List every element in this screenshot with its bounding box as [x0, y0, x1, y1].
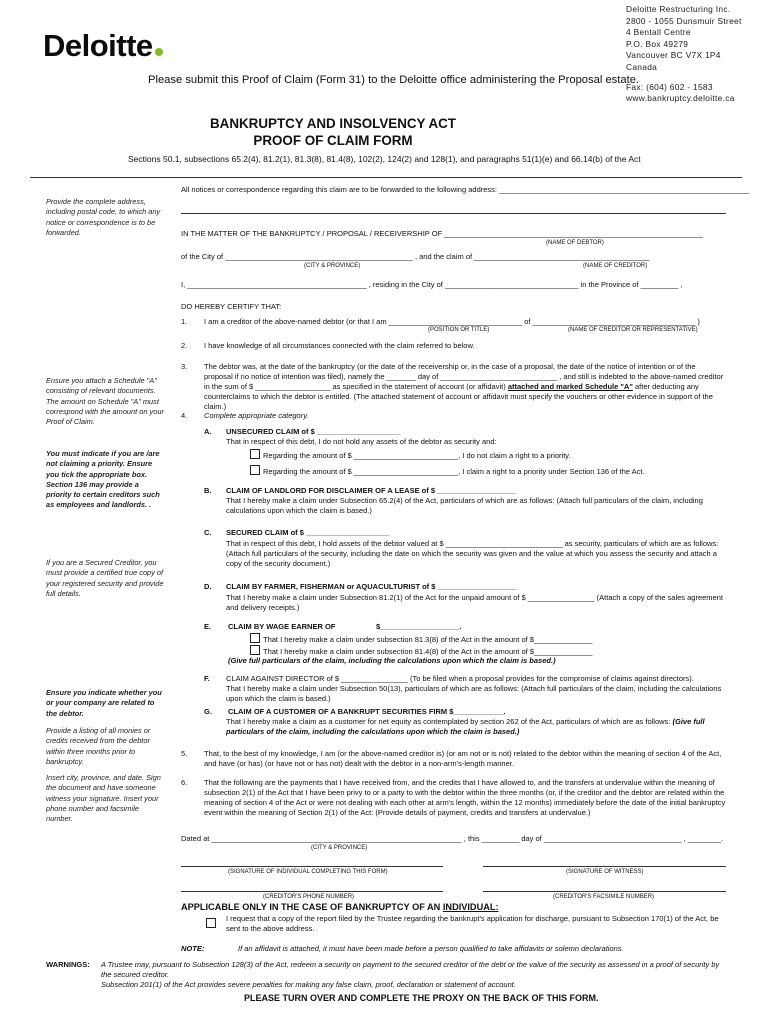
matter-line: IN THE MATTER OF THE BANKRUPTCY / PROPOSAL / RECEIVERSHIP OF ______________________________________________________________: [181, 229, 703, 238]
priority-checkbox[interactable]: [250, 465, 260, 475]
deloitte-logo: Deloitte: [43, 28, 163, 64]
address-line-blank[interactable]: [181, 213, 726, 214]
office-address: [626, 4, 742, 105]
phone-line[interactable]: [181, 891, 443, 892]
dated-line: Dated at ____________________________________________________________ , this _________ day of _________________________________ , ________.: [181, 834, 724, 843]
website: www.bankruptcy.deloitte.ca: [626, 93, 735, 104]
address-line: Vancouver BC V7X 1P4: [626, 50, 721, 61]
certify-heading: DO HEREBY CERTIFY THAT:: [181, 302, 282, 311]
wage-option-1: That I hereby make a claim under subsection 81.3(8) of the Act in the amount of $______________: [250, 633, 592, 645]
item-number: 4.: [181, 411, 188, 420]
wage-81-4-checkbox[interactable]: [250, 645, 260, 655]
side-note-secured: If you are a Secured Creditor, you must provide a certified true copy of your registered security and provide full details.: [46, 558, 164, 598]
address-line: 2800 - 1055 Dunsmuir Street: [626, 15, 742, 26]
secured-claim-title: SECURED CLAIM of $ ____________________: [226, 528, 390, 537]
item-4-text: Complete appropriate category.: [204, 411, 309, 420]
caption-fax: (CREDITOR'S FACSIMILE NUMBER): [553, 894, 655, 900]
no-priority-checkbox[interactable]: [250, 449, 260, 459]
side-note-priority: You must indicate if you are /are not claiming a priority. Ensure you tick the appropriate box. Section 136 may provide a priority to certain creditors such as employees and landlords. .: [46, 449, 160, 510]
note-label: NOTE:: [181, 944, 205, 953]
caption-city-2: (CITY & PROVINCE): [311, 845, 368, 851]
caption-position: (POSITION OR TITLE): [428, 327, 490, 333]
warning-1: A Trustee may, pursuant to Subsection 128(3) of the Act, redeem a security on payment to the secured creditor of the debt or the value of the security as assessed in a proof of security by the secured creditor.: [101, 960, 720, 979]
landlord-claim-text: That I hereby make a claim under Subsection 65.2(4) of the Act, particulars of which are as follows: (Attach full particulars of the claim, including calculations upon which the claim is based.): [226, 496, 703, 515]
warnings-label: WARNINGS:: [46, 960, 90, 969]
item-3-text: The debtor was, at the date of the bankruptcy (or the date of the receivership or, in the case of a proposal, the date of the notice of intention or of the proposal if no notice of intention was filed), namely the _______ day of ____________________________ , and still is indebted to the above-named creditor in the sum of $ __________________ as specified in the statement of account (or affidavit) attached and marked Schedule "A" after deducting any counterclaims to which the debtor is entitled. (The attached statement of account or affidavit must specify the vouchers or other evidence in support of the claim.): [204, 362, 724, 411]
fax-line[interactable]: [483, 891, 726, 892]
address-line: Deloitte Restructuring Inc.: [626, 4, 731, 14]
request-checkbox[interactable]: [206, 914, 219, 932]
wage-earner-title: CLAIM BY WAGE EARNER OF: [228, 622, 336, 631]
unsecured-claim-text: That in respect of this debt, I do not hold any assets of the debtor as security and:: [226, 437, 497, 446]
sections-reference: Sections 50.1, subsections 65.2(4), 81.2(1), 81.3(8), 81.4(8), 102(2), 124(2) and 128(1), and paragraphs 51(1)(e) and 66.14(b) of the Act: [128, 154, 641, 164]
section-letter: G.: [204, 707, 212, 716]
section-letter: E.: [204, 622, 212, 631]
submit-note: Please submit this Proof of Claim (Form 31) to the Deloitte office administering the Proposal estate.: [148, 74, 640, 86]
farmer-claim-title: CLAIM BY FARMER, FISHERMAN or AQUACULTURIST of $ ___________________: [226, 582, 517, 591]
divider: [30, 177, 742, 178]
fax-number: Fax: (604) 602 - 1583: [626, 81, 713, 92]
caption-signature: (SIGNATURE OF INDIVIDUAL COMPLETING THIS FORM): [228, 869, 388, 875]
securities-claim-title: CLAIM OF A CUSTOMER OF A BANKRUPT SECURITIES FIRM $____________.: [228, 707, 506, 716]
caption-debtor: (NAME OF DEBTOR): [546, 240, 604, 246]
side-note-related: Ensure you indicate whether you or your company are related to the debtor.: [46, 688, 162, 718]
item-number: 5.: [181, 749, 188, 758]
wage-earner-amount: $___________________.: [376, 622, 462, 631]
section-letter: C.: [204, 528, 212, 537]
applicable-heading: APPLICABLE ONLY IN THE CASE OF BANKRUPTCY OF AN INDIVIDUAL:: [181, 902, 499, 912]
residing-line: I, ___________________________________________ , residing in the City of ________________________________ in the Province of _________ ,: [181, 280, 683, 289]
address-line: P.O. Box 49279: [626, 38, 689, 49]
form-title: BANKRUPTCY AND INSOLVENCY ACT: [209, 116, 456, 131]
caption-witness: (SIGNATURE OF WITNESS): [566, 869, 644, 875]
no-priority-option: Regarding the amount of $ _________________________, I do not claim a right to a priority.: [250, 449, 571, 461]
notices-line: All notices or correspondence regarding this claim are to be forwarded to the following address: ____________________________________________________________: [181, 185, 750, 194]
director-claim-title: CLAIM AGAINST DIRECTOR of $ ________________ (To be filed when a proposal provides for the compromise of claims against directors).: [226, 674, 694, 683]
wage-81-3-checkbox[interactable]: [250, 633, 260, 643]
wage-option-2: That I hereby make a claim under subsection 81.4(8) of the Act in the amount of $______________: [250, 645, 592, 657]
signature-line[interactable]: [181, 866, 443, 867]
section-letter: F.: [204, 674, 210, 683]
director-claim-text: That I hereby make a claim under Subsection 50(13), particulars of which are as follows: (Attach full particulars of the claim, including the calculations upon which the claim is based.): [226, 684, 722, 703]
caption-city: (CITY & PROVINCE): [304, 263, 361, 269]
item-number: 6.: [181, 778, 188, 787]
item-1-text: I am a creditor of the above-named debtor (or that I am ________________________________ of _______________________________________ ): [204, 317, 700, 326]
caption-creditor-rep: (NAME OF CREDITOR OR REPRESENTATIVE): [568, 327, 698, 333]
securities-claim-text: That I hereby make a claim as a customer for net equity as contemplated by section 262 of the Act, particulars of which are as follows: (Give full particulars of the claim, including the calculations upon which the claim is based.): [226, 717, 705, 736]
side-note-schedule: Ensure you attach a Schedule "A" consisting of relevant documents. The amount on Schedule "A" must correspond with the amount on your Proof of Claim.: [46, 376, 164, 427]
footer-instruction: PLEASE TURN OVER AND COMPLETE THE PROXY ON THE BACK OF THIS FORM.: [244, 993, 599, 1003]
farmer-claim-text: That I hereby make a claim under Subsection 81.2(1) of the Act for the unpaid amount of $ ________________ (Attach a copy of the sales agreement and delivery receipts.): [226, 593, 723, 612]
warning-2: Subsection 201(1) of the Act provides severe penalties for making any false claim, proof, declaration or statement of account.: [101, 980, 516, 989]
request-text: I request that a copy of the report filed by the Trustee regarding the bankrupt's application for discharge, pursuant to Subsection 170(1) of the Act, be sent to the above address.: [226, 914, 719, 933]
side-note-address: Provide the complete address, including postal code, to which any notice or correspondence is to be forwarded.: [46, 197, 161, 237]
witness-line[interactable]: [483, 866, 726, 867]
caption-phone: (CREDITOR'S PHONE NUMBER): [263, 894, 355, 900]
section-letter: B.: [204, 486, 212, 495]
item-5-text: That, to the best of my knowledge, I am (or the above-named creditor is) (or am not or is not) related to the debtor within the meaning of section 4 of the Act, and have (or has) (or have not or has not) dealt with the debtor in a non-arm's-length manner.: [204, 749, 722, 768]
logo-dot: [155, 48, 163, 56]
caption-creditor: (NAME OF CREDITOR): [583, 263, 648, 269]
side-note-sign: Insert city, province, and date. Sign the document and have someone witness your signature. Insert your phone number and facsimile number.: [46, 773, 161, 824]
city-claim-line: of the City of _____________________________________________ , and the claim of __________________________________________: [181, 252, 650, 261]
side-note-listing: Provide a listing of all monies or credits received from the debtor within three months prior to bankruptcy.: [46, 726, 151, 766]
priority-option: Regarding the amount of $ _________________________, I claim a right to a priority under Section 136 of the Act.: [250, 465, 645, 477]
address-line: Canada: [626, 61, 658, 72]
landlord-claim-title: CLAIM OF LANDLORD FOR DISCLAIMER OF A LEASE of $ ___________________: [226, 486, 517, 495]
section-letter: A.: [204, 427, 212, 436]
note-text: If an affidavit is attached, it must have been made before a person qualified to take affidavits or solemn declarations.: [238, 944, 624, 953]
item-6-text: That the following are the payments that I have received from, and the credits that I have allowed to, and the transfers at undervalue within the meaning of subsection 2(1) of the Act that I have been privy to or a party to with the debtor within the three months (or, if the creditor and the debtor are related within the meaning of section 4 of the Act or were not dealing with each other at arm's length, within the 12 months) immediately before the date of the initial bankruptcy event within the meaning of Section 2(1) of the Act: (Provide details of payment, credits and transfers at undervalue.): [204, 778, 726, 817]
section-letter: D.: [204, 582, 212, 591]
item-number: 2.: [181, 341, 188, 350]
unsecured-claim-title: UNSECURED CLAIM of $ ____________________: [226, 427, 401, 436]
secured-claim-text: That in respect of this debt, I hold assets of the debtor valued at $ ____________________________ as security, particulars of which are as follows: (Attach full particulars of the security, including the date on which the security was given and the value at which you assess the security and attach a copy of the security document.): [226, 539, 719, 568]
wage-note: (Give full particulars of the claim, including the calculations upon which the claim is based.): [228, 656, 556, 665]
address-line: 4 Bentall Centre: [626, 27, 691, 38]
item-number: 3.: [181, 362, 188, 371]
item-number: 1.: [181, 317, 188, 326]
item-2-text: I have knowledge of all circumstances connected with the claim referred to below.: [204, 341, 475, 350]
form-subtitle: PROOF OF CLAIM FORM: [253, 133, 413, 148]
